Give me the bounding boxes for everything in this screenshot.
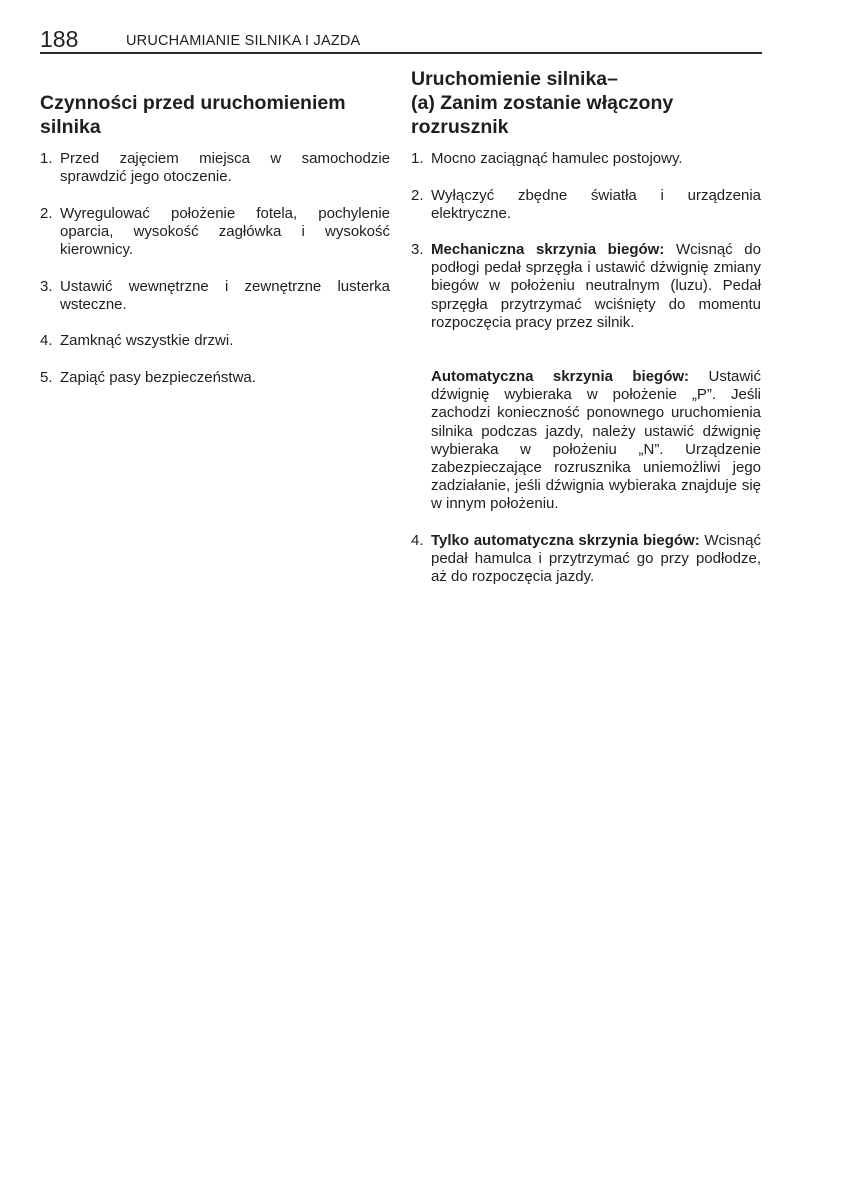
- item-number: 4.: [411, 532, 424, 549]
- item-number: 5.: [40, 369, 53, 386]
- right-heading-line: Uruchomienie silnika–: [411, 68, 618, 90]
- item-number: 2.: [411, 187, 424, 204]
- item-number: 4.: [40, 332, 53, 349]
- item-bold-label: Mechaniczna skrzynia biegów:: [431, 241, 665, 258]
- item-text: Wyregulować położenie fotela, pochylenie oparcia, wysokość zagłówka i wysokość kierownicy.: [60, 205, 390, 259]
- item-bold-label: Automatyczna skrzynia biegów:: [431, 368, 690, 385]
- list-item: [40, 278, 390, 314]
- list-item: [411, 150, 761, 168]
- item-text: [431, 241, 761, 332]
- item-text: Wyłączyć zbędne światła i urządzenia elektryczne.: [431, 187, 761, 223]
- item-text: Przed zajęciem miejsca w samochodzie sprawdzić jego otoczenie.: [60, 150, 390, 186]
- list-item: [40, 332, 390, 350]
- item-body-text: Ustawić dźwignię wybieraka w położenie „P”. Jeśli zachodzi konieczność ponownego uruchomienia silnika podczas jazdy, należy ustawić dźwignię wybieraka w położeniu „N”. Urządzenie zabezpieczające rozrusznika uniemożliwi jego zadziałanie, jeśli dźwignia wybieraka znajduje się w innym położeniu.: [431, 368, 761, 513]
- item-text: Zamknąć wszystkie drzwi.: [60, 332, 234, 349]
- right-heading-line: (a) Zanim zostanie włączony: [411, 92, 674, 114]
- list-item: [411, 532, 761, 587]
- item-number: 1.: [40, 150, 53, 167]
- list-item: [411, 241, 761, 332]
- list-item: [40, 369, 390, 387]
- item-text: Zapiąć pasy bezpieczeństwa.: [60, 369, 256, 386]
- item-number: 3.: [40, 278, 53, 295]
- right-heading: [411, 67, 673, 139]
- item-body-text: Wcisnąć do podłogi pedał sprzęgła i ustawić dźwignię zmiany biegów w położeniu neutralnym (luzu). Pedał sprzęgła przytrzymać wciśnięty do momentu rozpoczęcia pracy przez silnik.: [431, 241, 761, 331]
- left-heading-line: Czynności przed uruchomieniem: [40, 92, 346, 114]
- list-item: [40, 205, 390, 260]
- list-item: [411, 368, 761, 514]
- item-number: 3.: [411, 241, 424, 258]
- item-text: Mocno zaciągnąć hamulec postojowy.: [431, 150, 683, 167]
- left-heading: [40, 91, 346, 139]
- item-text: [431, 532, 761, 587]
- left-heading-line: silnika: [40, 116, 101, 138]
- item-bold-label: Tylko automatyczna skrzynia biegów:: [431, 532, 700, 549]
- page-number: 188: [40, 26, 79, 52]
- right-heading-line: rozrusznik: [411, 116, 509, 138]
- item-text: Ustawić wewnętrzne i zewnętrzne lusterka wsteczne.: [60, 278, 390, 314]
- page-header: [40, 26, 762, 54]
- item-body-text: Wcisnąć pedał hamulca i przytrzymać go przy podłodze, aż do rozpoczęcia jazdy.: [431, 532, 761, 586]
- list-item: [411, 187, 761, 223]
- list-item: [40, 150, 390, 186]
- section-title: URUCHAMIANIE SILNIKA I JAZDA: [126, 33, 361, 49]
- item-number: 2.: [40, 205, 53, 222]
- item-number: 1.: [411, 150, 424, 167]
- item-text: [431, 368, 761, 514]
